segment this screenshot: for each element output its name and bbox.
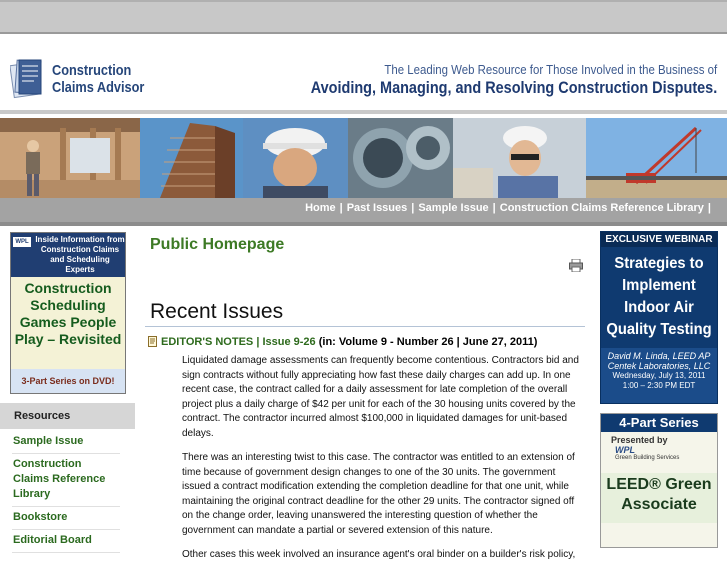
resource-link-reference-library[interactable]: Construction Claims Reference Library bbox=[12, 454, 120, 507]
resource-link-editorial-board[interactable]: Editorial Board bbox=[12, 530, 120, 553]
nav-separator: | bbox=[411, 202, 415, 214]
issue-paragraph: Other cases this week involved an insurance agent's oral binder on a builder's risk policy, bbox=[182, 549, 576, 560]
leed-ad-sponsor-sub: Green Building Services bbox=[615, 455, 680, 461]
issue-meta: (in: Volume 9 - Number 26 | June 27, 2011) bbox=[318, 336, 538, 348]
leed-ad-header: 4-Part Series bbox=[601, 414, 717, 432]
nav-past-issues-link[interactable]: Past Issues bbox=[346, 202, 408, 214]
note-icon bbox=[148, 336, 158, 347]
nav-sample-issue-link[interactable]: Sample Issue bbox=[418, 202, 489, 214]
leed-ad-sponsor: WPL bbox=[615, 445, 635, 455]
photo-building bbox=[140, 118, 243, 198]
webinar-ad[interactable] bbox=[600, 231, 718, 404]
presenter-company: Centek Laboratories, LLC bbox=[607, 361, 711, 371]
leed-ad-presented-by: Presented by bbox=[611, 435, 668, 445]
site-header bbox=[0, 36, 727, 114]
tagline-large: Avoiding, Managing, and Resolving Construction Disputes. bbox=[310, 78, 717, 97]
photo-banner bbox=[0, 118, 727, 198]
resources-heading: Resources bbox=[0, 403, 135, 429]
issue-paragraph: There was an interesting twist to this case. The contractor was entitled to an extension of time because of government design changes to one of the 30 units. The government issued a contract modification extending the completion deadline for that one unit, while maintaining the original contract deadline for the other 29 units. The contractor signed off on the change order, leaving unanswered the interesting question of whether the government can mandate a partial or severed extension of this nature. bbox=[182, 452, 575, 536]
issue-heading bbox=[148, 336, 537, 348]
brand-name-line1: Construction bbox=[52, 62, 132, 79]
webinar-ad-headline: Strategies to Implement Indoor Air Quality Testing bbox=[606, 255, 712, 338]
ad-intro-text: Inside Information from Construction Claims and Scheduling Experts bbox=[35, 235, 125, 274]
brand-name-line2: Claims Advisor bbox=[52, 79, 145, 96]
nav-separator: | bbox=[707, 202, 711, 214]
printer-icon[interactable] bbox=[569, 259, 583, 272]
ad-headline: Construction Scheduling Games People Play – Revisited bbox=[14, 280, 122, 347]
left-sidebar bbox=[0, 226, 135, 545]
nav-reference-library-link[interactable]: Construction Claims Reference Library bbox=[499, 202, 704, 214]
leed-series-ad[interactable] bbox=[600, 413, 718, 548]
site-logo[interactable] bbox=[10, 56, 150, 104]
issue-title-link[interactable]: EDITOR'S NOTES | Issue 9-26 bbox=[161, 336, 316, 348]
ad-footer: 3-Part Series on DVD! bbox=[11, 369, 125, 393]
webinar-time: 1:00 – 2:30 PM EDT bbox=[622, 381, 696, 390]
main-content bbox=[145, 226, 590, 560]
page-title: Public Homepage bbox=[150, 236, 285, 253]
webinar-ad-header: EXCLUSIVE WEBINAR bbox=[601, 232, 717, 247]
scheduling-games-ad[interactable] bbox=[10, 232, 126, 394]
webinar-date: Wednesday, July 13, 2011 bbox=[612, 371, 706, 380]
document-stack-logo-icon bbox=[10, 56, 46, 100]
photo-pipes bbox=[348, 118, 453, 198]
issue-paragraph: Liquidated damage assessments can frequently become contentious. Contractors bid and sign contracts without fully appreciating how fast these daily charges can add up. In one recent case, the contract called for a daily assessment for late completion of the overall project plus a daily charge of $42 per unit for each of the 30 housing units covered by the contract. The contractor incurred almost $100,000 in liquidated damages for unit-based delays. bbox=[182, 355, 579, 439]
resources-list bbox=[12, 431, 120, 553]
photo-hardhat-worker bbox=[243, 118, 348, 198]
main-nav bbox=[305, 202, 715, 214]
wpl-badge: WPL bbox=[13, 237, 31, 247]
section-divider bbox=[145, 326, 585, 327]
nav-separator: | bbox=[339, 202, 343, 214]
right-sidebar bbox=[600, 226, 727, 545]
webinar-presenter bbox=[601, 348, 717, 403]
resource-link-bookstore[interactable]: Bookstore bbox=[12, 507, 120, 530]
brand-name bbox=[52, 62, 144, 96]
leed-ad-headline: LEED® Green Associate bbox=[601, 473, 717, 523]
issue-body bbox=[182, 354, 582, 573]
photo-engineer-woman bbox=[453, 118, 586, 198]
top-bar bbox=[0, 0, 727, 34]
photo-crane bbox=[586, 118, 727, 198]
photo-framing-worker bbox=[0, 118, 140, 198]
section-title: Recent Issues bbox=[150, 300, 284, 323]
resource-link-sample-issue[interactable]: Sample Issue bbox=[12, 431, 120, 454]
ad-header bbox=[11, 233, 125, 277]
tagline-small: The Leading Web Resource for Those Involved in the Business of bbox=[384, 62, 717, 77]
main-nav-bar bbox=[0, 198, 727, 226]
presenter-name: David M. Linda, LEED AP bbox=[607, 351, 711, 361]
nav-home-link[interactable]: Home bbox=[305, 202, 336, 214]
nav-separator: | bbox=[492, 202, 496, 214]
